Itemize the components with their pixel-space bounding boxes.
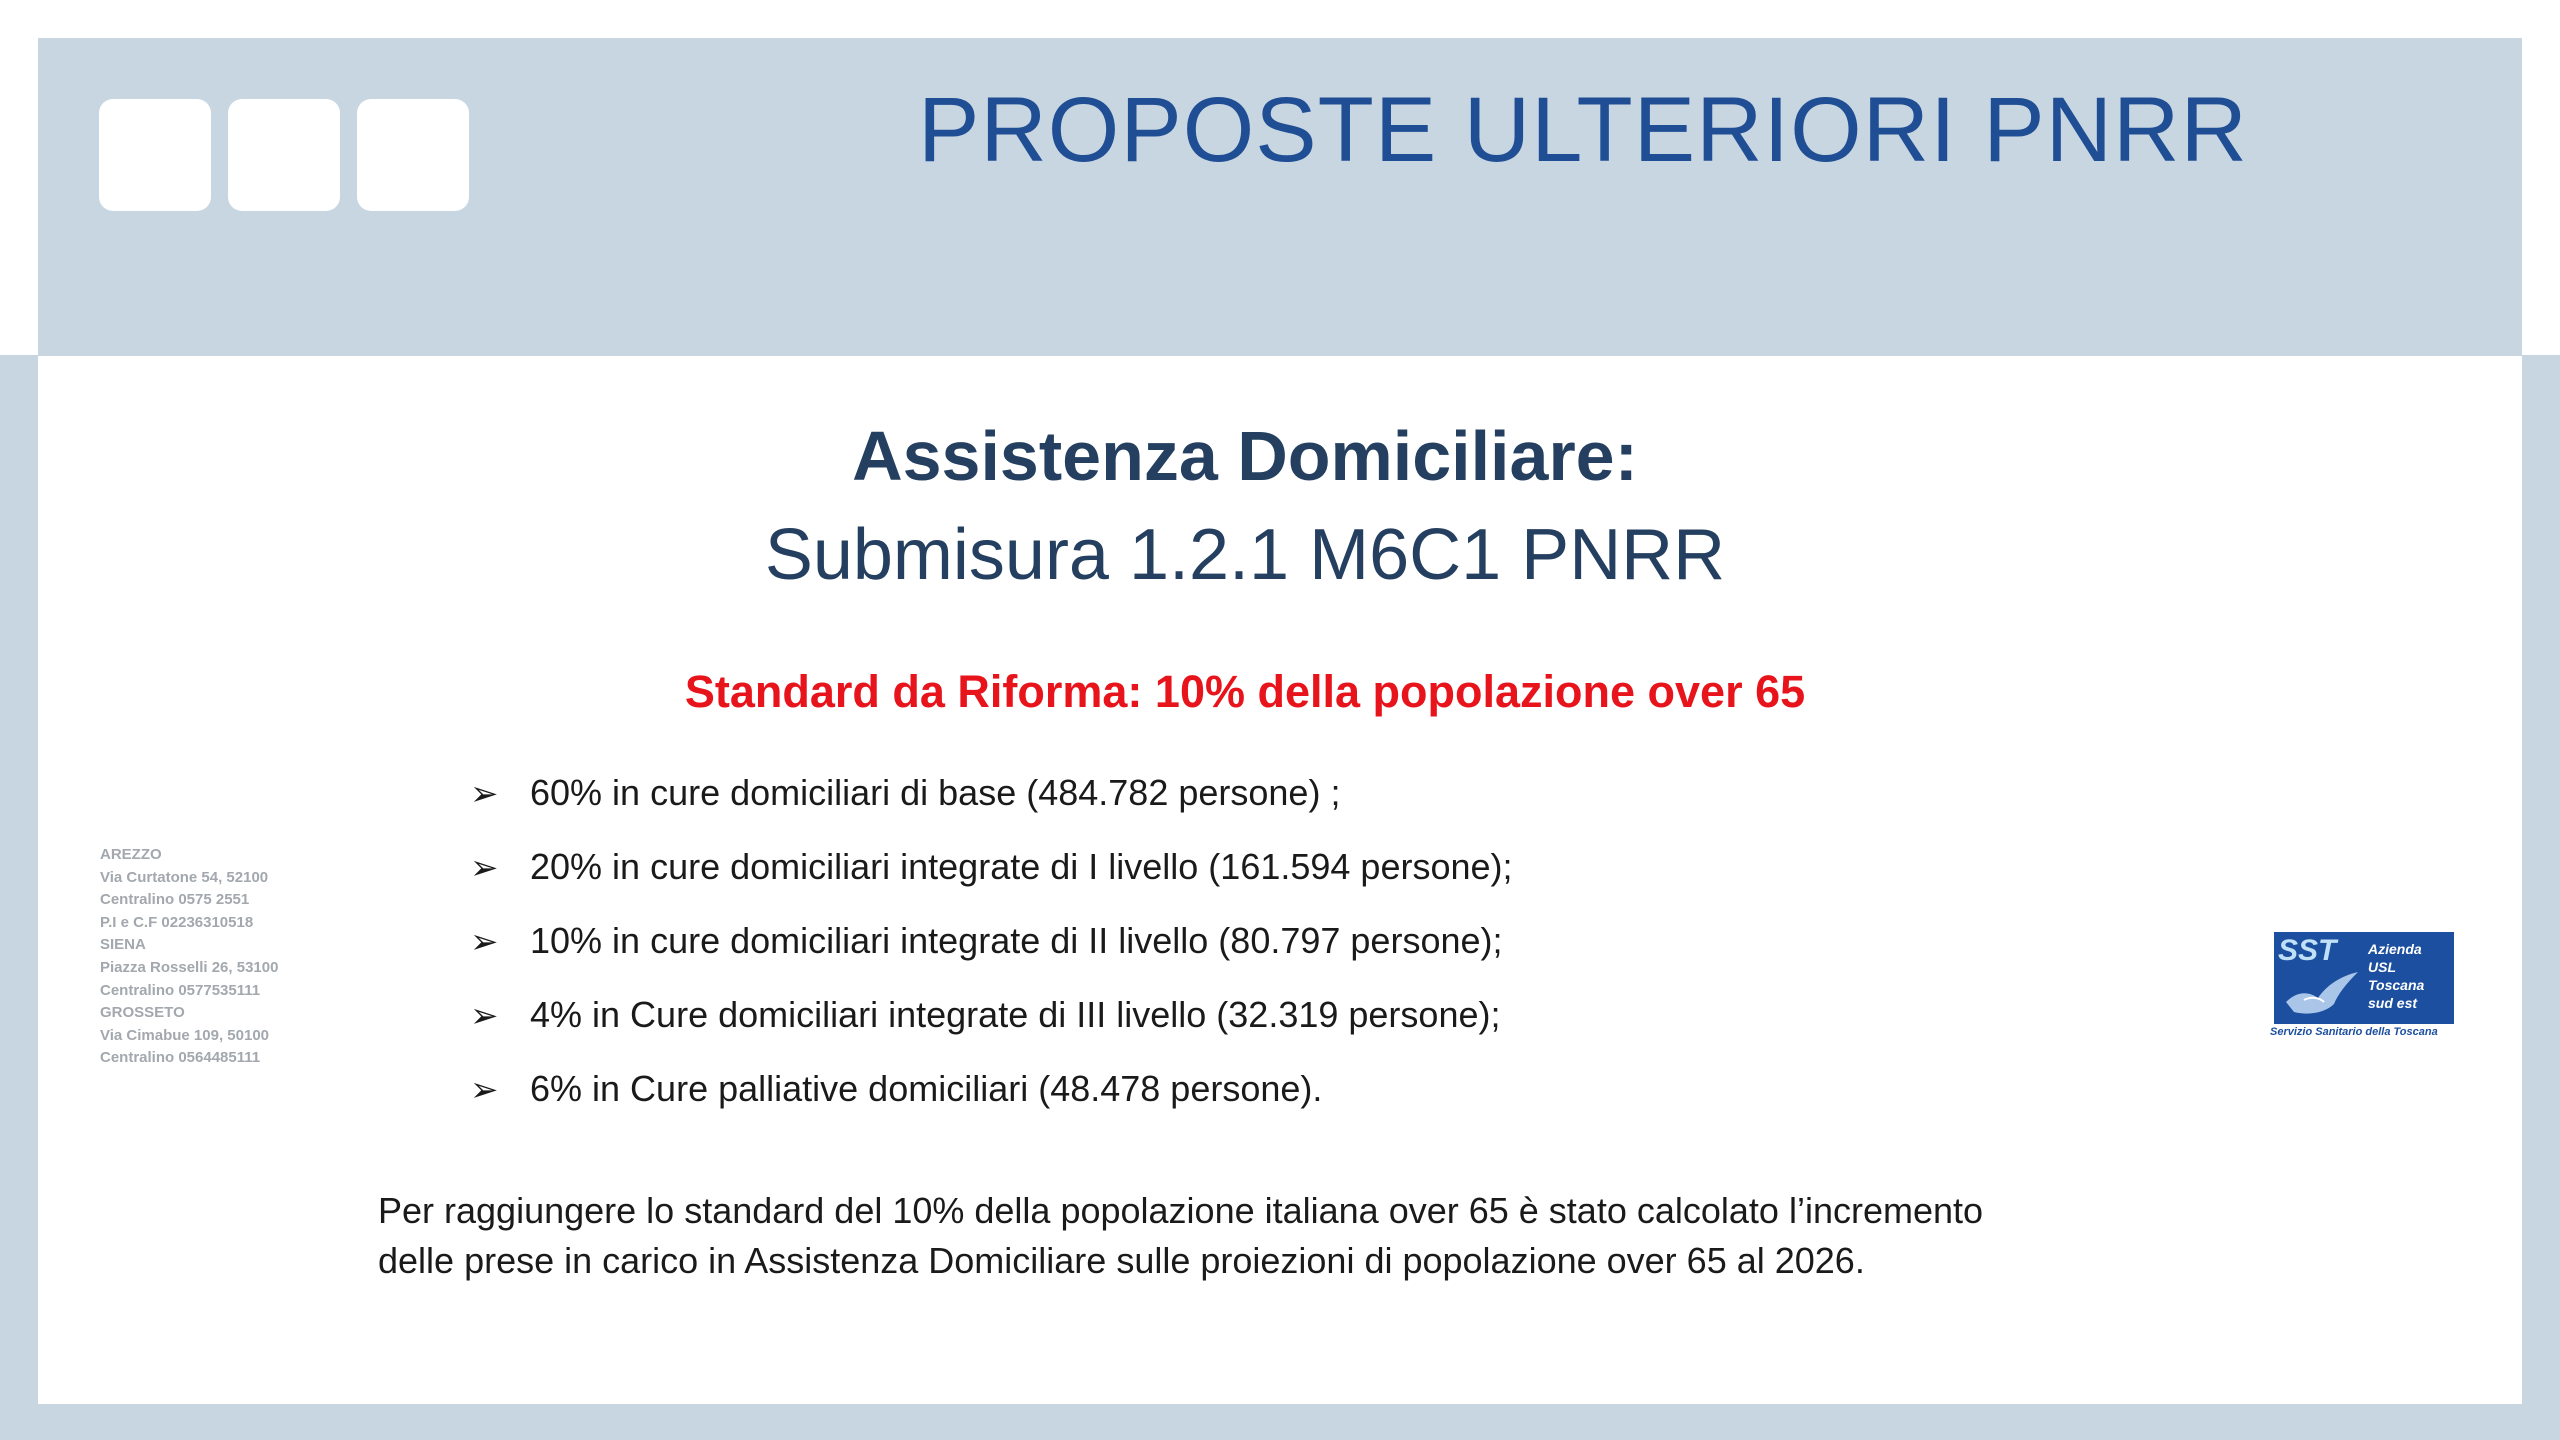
address-line: P.I e C.F 02236310518 <box>100 913 254 931</box>
list-item <box>470 1052 1513 1126</box>
address-line: Via Curtatone 54, 52100 <box>100 868 269 886</box>
slide-header <box>38 38 2522 356</box>
footer-address <box>100 844 278 1070</box>
paragraph-line: delle prese in carico in Assistenza Domiciliare sulle proiezioni di popolazione over 65 al 2026. <box>378 1240 1865 1281</box>
logo-text <box>2368 940 2424 1012</box>
section-subheading: Submisura 1.2.1 M6C1 PNRR <box>764 515 1726 595</box>
list-item-text: 10% in cure domiciliari integrate di II livello (80.797 persone); <box>530 920 1503 961</box>
list-item-text: 4% in Cure domiciliari integrate di III livello (32.319 persone); <box>530 994 1501 1035</box>
arrowhead-bullet-icon: ➢ <box>470 1071 499 1109</box>
slide <box>38 38 2522 1404</box>
address-line: GROSSETO <box>100 1004 185 1022</box>
list-item-text: 6% in Cure palliative domiciliari (48.478 persone). <box>530 1068 1323 1109</box>
address-line: Centralino 0575 2551 <box>100 891 250 909</box>
address-line: Centralino 0564485111 <box>100 1049 261 1067</box>
address-line: SIENA <box>100 936 146 954</box>
list-item-text: 60% in cure domiciliari di base (484.782 persone) ; <box>530 772 1341 813</box>
address-line: Piazza Rosselli 26, 53100 <box>100 958 279 976</box>
address-line: Via Cimabue 109, 50100 <box>100 1026 269 1044</box>
logo-abbr: SST <box>2278 934 2337 967</box>
logo-line: Toscana <box>2368 977 2425 993</box>
header-tile-3 <box>357 99 469 211</box>
arrowhead-bullet-icon: ➢ <box>470 775 499 813</box>
logo-line: sud est <box>2368 995 2418 1011</box>
logo-line: USL <box>2368 959 2396 975</box>
section-heading: Assistenza Domiciliare: <box>852 417 1638 495</box>
arrowhead-bullet-icon: ➢ <box>470 997 499 1035</box>
slide-content <box>38 356 2522 1404</box>
standard-statement: Standard da Riforma: 10% della popolazione over 65 <box>684 666 1806 717</box>
bullet-list <box>470 756 1513 1126</box>
address-line: AREZZO <box>100 846 162 863</box>
address-line: Centralino 0577535111 <box>100 981 261 999</box>
summary-paragraph <box>378 1186 2238 1286</box>
list-item <box>470 904 1513 978</box>
header-tile-1 <box>99 99 211 211</box>
list-item <box>470 756 1513 830</box>
list-item <box>470 978 1513 1052</box>
arrowhead-bullet-icon: ➢ <box>470 849 499 887</box>
logo-line: Azienda <box>2368 941 2422 957</box>
paragraph-line: Per raggiungere lo standard del 10% della popolazione italiana over 65 è stato calcolato l’incremento <box>378 1190 1984 1231</box>
arrowhead-bullet-icon: ➢ <box>470 923 499 961</box>
list-item <box>470 830 1513 904</box>
logo-box <box>2274 932 2454 1024</box>
slide-title: PROPOSTE ULTERIORI PNRR <box>918 79 2248 181</box>
dove-icon <box>2280 962 2364 1022</box>
list-item-text: 20% in cure domiciliari integrate di I livello (161.594 persone); <box>530 846 1513 887</box>
header-tile-2 <box>228 99 340 211</box>
usl-logo <box>2270 932 2454 1042</box>
logo-caption: Servizio Sanitario della Toscana <box>2270 1026 2438 1038</box>
